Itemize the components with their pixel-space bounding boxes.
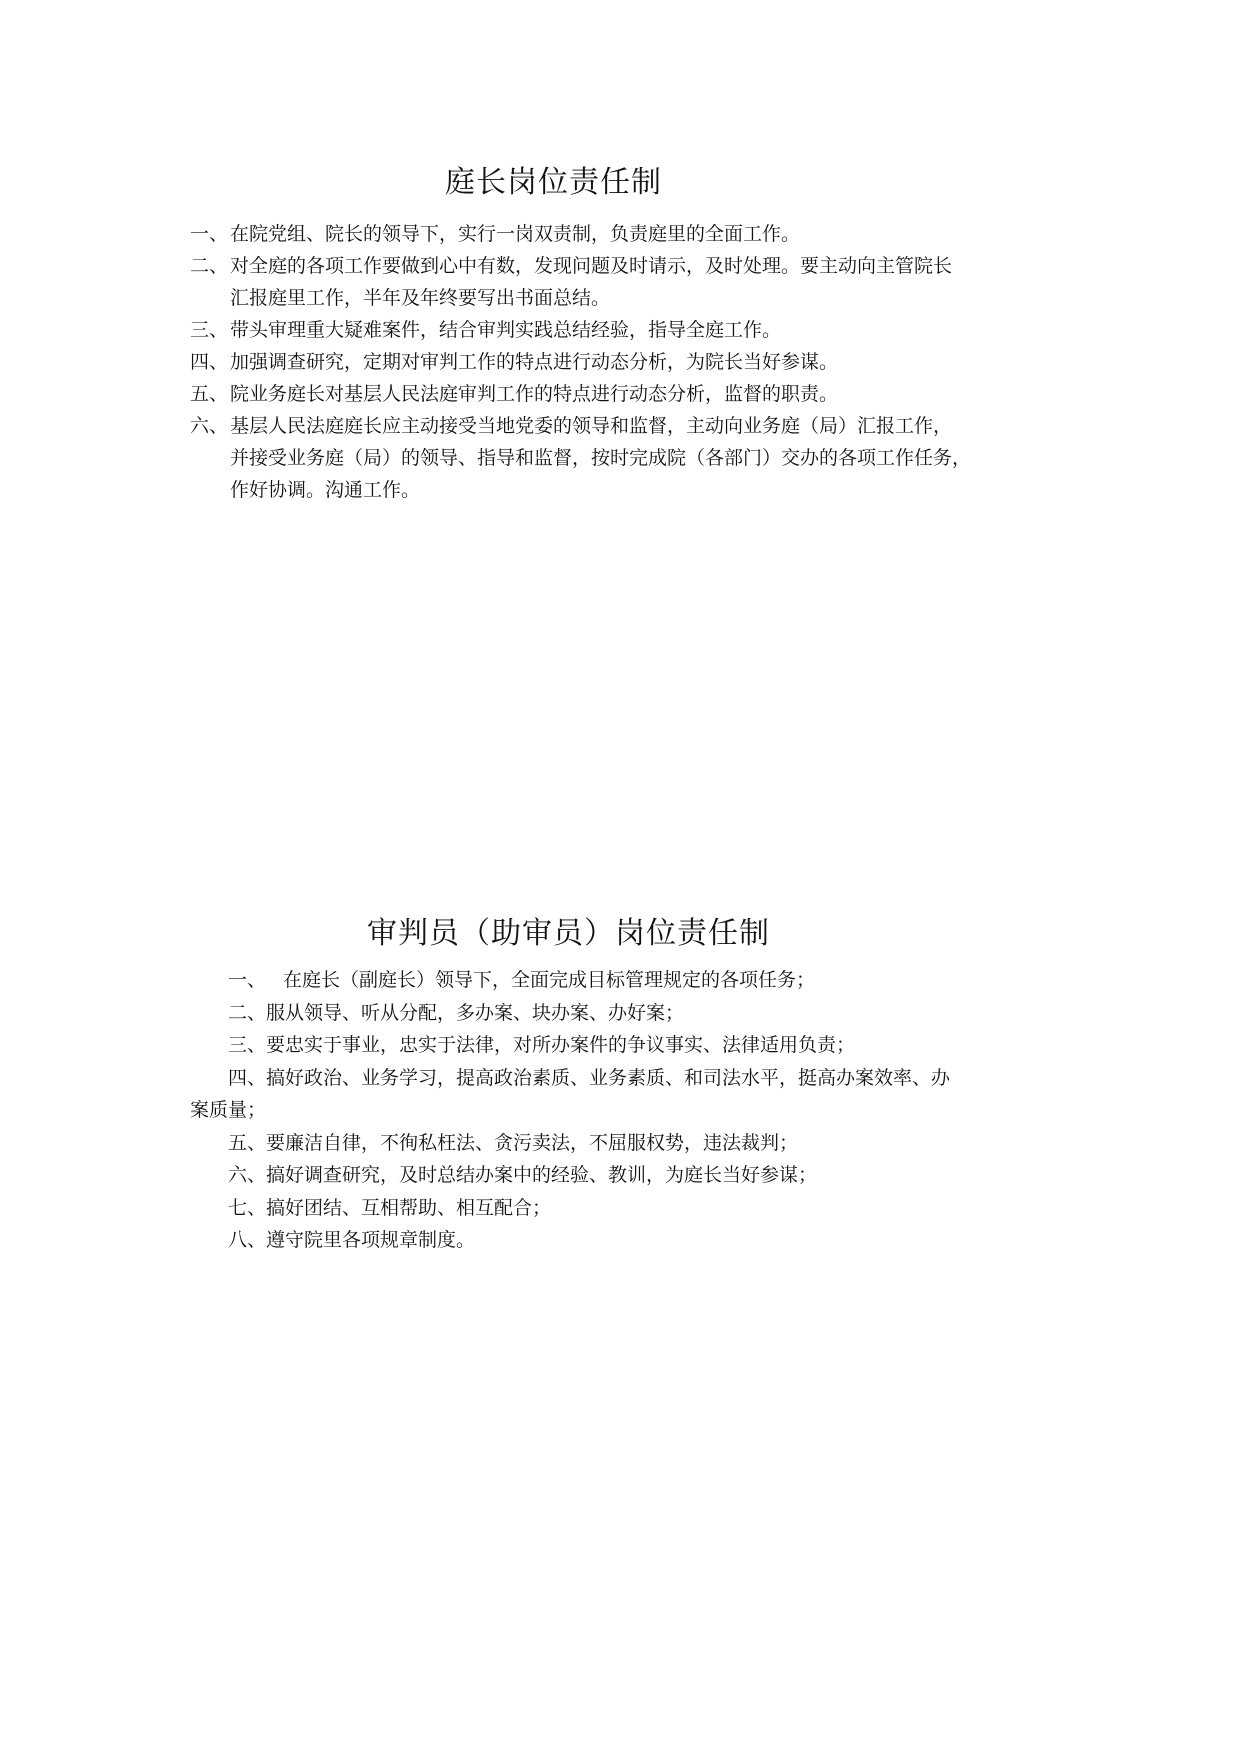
section2-item bbox=[190, 1062, 1070, 1127]
section2-item bbox=[190, 1127, 1070, 1160]
item-number: 八、 bbox=[228, 1229, 267, 1251]
section1-item bbox=[190, 410, 1070, 506]
section1-item bbox=[190, 250, 1070, 314]
item-number: 四、 bbox=[228, 1066, 267, 1089]
item-number: 一、 bbox=[228, 969, 267, 991]
section1-duty-list bbox=[190, 218, 1070, 506]
item-text-continuation: 案质量； bbox=[190, 1099, 267, 1121]
item-text: 搞好政治、业务学习，提高政治素质、业务素质、和司法水平，挺高办案效率、办 bbox=[266, 1066, 951, 1089]
item-text: 搞好团结、互相帮助、相互配合； bbox=[266, 1196, 552, 1219]
item-number: 六、 bbox=[228, 1164, 267, 1186]
section1-item bbox=[190, 378, 1070, 410]
section2-item bbox=[190, 1159, 1070, 1192]
section2-item bbox=[190, 1029, 1070, 1062]
section2-item bbox=[190, 1224, 1070, 1257]
item-text: 汇报庭里工作，半年及年终要写出书面总结。 bbox=[230, 287, 611, 309]
item-text: 作好协调。沟通工作。 bbox=[230, 479, 421, 501]
section2-item bbox=[190, 964, 1070, 997]
item-number: 二、 bbox=[190, 255, 229, 277]
section2-title: 审判员（助审员）岗位责任制 bbox=[367, 916, 770, 951]
item-text: 要忠实于事业，忠实于法律，对所办案件的争议事实、法律适用负责； bbox=[266, 1034, 856, 1056]
item-text: 院业务庭长对基层人民法庭审判工作的特点进行动态分析，监督的职责。 bbox=[230, 383, 839, 405]
item-number: 四、 bbox=[190, 351, 229, 373]
section2-duty-list bbox=[190, 964, 1070, 1257]
item-text: 带头审理重大疑难案件，结合审判实践总结经验，指导全庭工作。 bbox=[230, 319, 782, 341]
item-text: 加强调查研究，定期对审判工作的特点进行动态分析，为院长当好参谋。 bbox=[230, 351, 839, 373]
item-text: 并接受业务庭（局）的领导、指导和监督，按时完成院（各部门）交办的各项工作任务， bbox=[230, 447, 972, 469]
item-number: 五、 bbox=[190, 383, 229, 405]
section1-item bbox=[190, 218, 1070, 250]
item-text: 遵守院里各项规章制度。 bbox=[266, 1229, 476, 1251]
section1-title: 庭长岗位责任制 bbox=[445, 165, 662, 200]
item-text: 服从领导、听从分配，多办案、块办案、办好案； bbox=[266, 1001, 685, 1024]
item-text: 在庭长（副庭长）领导下，全面完成目标管理规定的各项任务； bbox=[283, 969, 816, 991]
item-text: 对全庭的各项工作要做到心中有数，发现问题及时请示，及时处理。要主动向主管院长 bbox=[230, 255, 953, 277]
section1-item bbox=[190, 346, 1070, 378]
section2-item bbox=[190, 1192, 1070, 1225]
item-text: 在院党组、院长的领导下，实行一岗双责制，负责庭里的全面工作。 bbox=[230, 223, 801, 245]
item-number: 六、 bbox=[190, 415, 229, 437]
item-number: 三、 bbox=[190, 319, 229, 341]
item-number: 二、 bbox=[228, 1001, 267, 1024]
item-text: 要廉洁自律，不徇私枉法、贪污卖法，不屈服权势，违法裁判； bbox=[266, 1131, 799, 1154]
section1-item bbox=[190, 314, 1070, 346]
item-number: 七、 bbox=[228, 1196, 267, 1219]
item-number: 五、 bbox=[228, 1131, 267, 1154]
item-text: 基层人民法庭庭长应主动接受当地党委的领导和监督，主动向业务庭（局）汇报工作， bbox=[230, 415, 953, 437]
item-text: 搞好调查研究，及时总结办案中的经验、教训，为庭长当好参谋； bbox=[266, 1164, 818, 1186]
section2-item bbox=[190, 997, 1070, 1030]
item-number: 一、 bbox=[190, 223, 229, 245]
item-number: 三、 bbox=[228, 1034, 267, 1056]
